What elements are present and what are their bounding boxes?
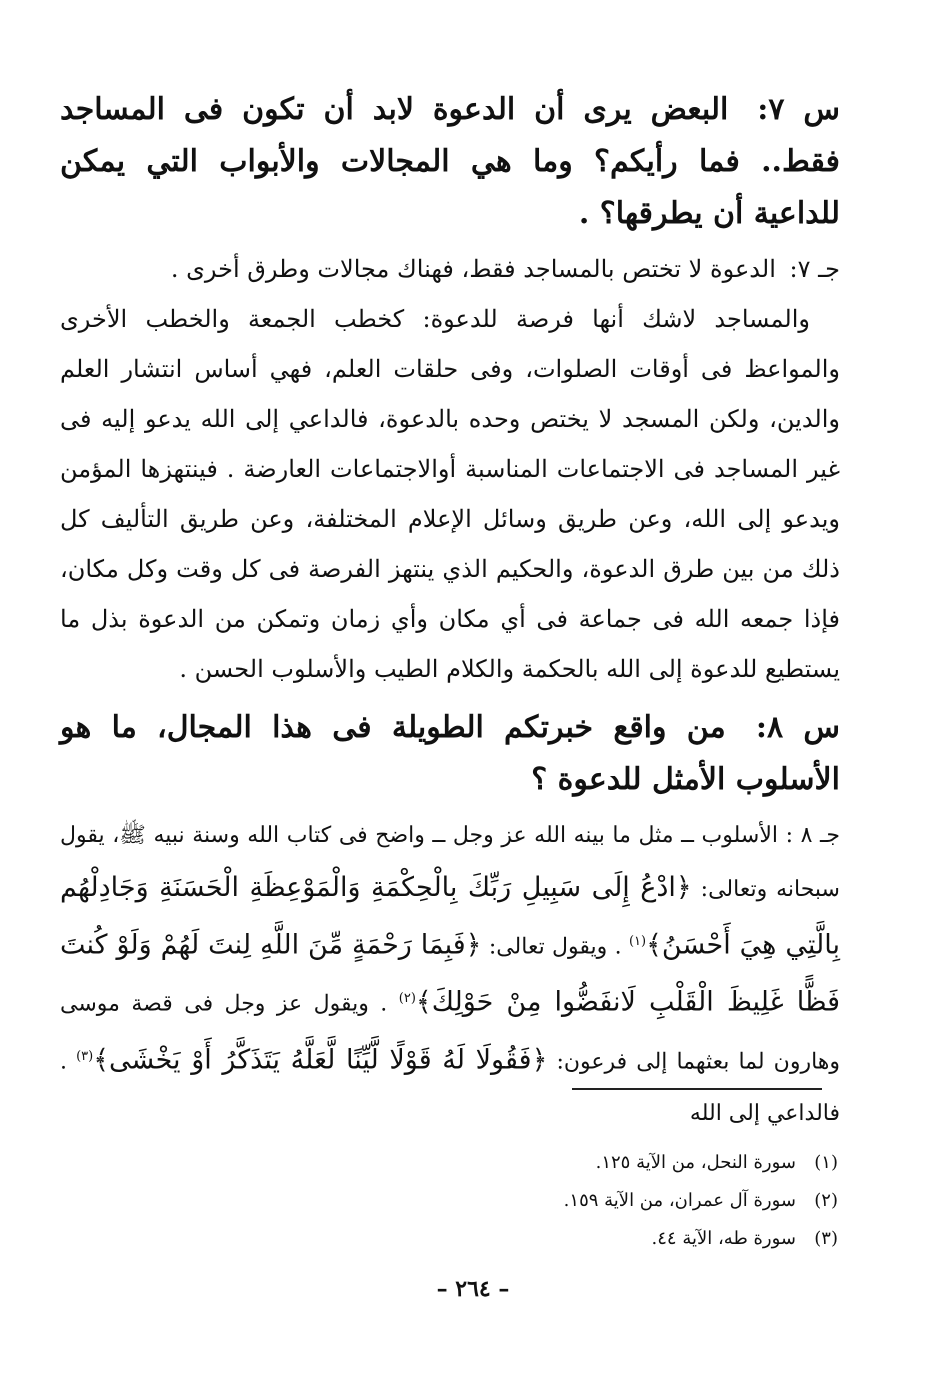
answer-8 bbox=[60, 810, 840, 1140]
verse-1: ﴿ادْعُ إِلَى سَبِيلِ رَبِّكَ بِالْحِكْمَةِ وَالْمَوْعِظَةِ الْحَسَنَةِ وَجَادِلْهُم بِالَّتِي هِيَ أَحْسَنُ﴾ bbox=[60, 872, 840, 961]
footnote-marker-3: (٣) bbox=[76, 1048, 94, 1064]
footnotes bbox=[564, 1148, 838, 1262]
question-7-label: س ٧: bbox=[757, 92, 840, 127]
page-body bbox=[60, 84, 840, 1140]
footnote-2-text: سورة آل عمران، من الآية ١٥٩. bbox=[563, 1190, 796, 1211]
answer-8-text-2: . ويقول تعالى: bbox=[488, 934, 622, 960]
footnote-3-text: سورة طه، الآية ٤٤. bbox=[651, 1228, 796, 1249]
question-8-label: س ٨: bbox=[755, 710, 841, 745]
footnote-separator bbox=[572, 1088, 822, 1090]
answer-8-text-4: . فالداعي إلى الله bbox=[60, 1048, 840, 1126]
footnote-3 bbox=[564, 1224, 838, 1262]
footnote-3-number: (٣) bbox=[814, 1228, 838, 1249]
footnote-1-number: (١) bbox=[814, 1152, 838, 1173]
answer-8-label: جـ ٨ : bbox=[785, 823, 841, 848]
verse-3: ﴿فَقُولَا لَهُ قَوْلًا لَّيِّنًا لَّعَلَّهُ يَتَذَكَّرُ أَوْ يَخْشَى﴾ bbox=[93, 1043, 548, 1075]
footnote-1 bbox=[564, 1148, 838, 1186]
answer-8-text-1: يقول سبحانه وتعالى: bbox=[60, 823, 840, 902]
verse-2: ﴿فَبِمَا رَحْمَةٍ مِّنَ اللَّهِ لِنتَ لَهُمْ وَلَوْ كُنتَ فَظًّا غَلِيظَ الْقَلْبِ لَانفَضُّوا مِنْ حَوْلِكَ﴾ bbox=[60, 929, 840, 1018]
answer-7-first-line bbox=[60, 244, 840, 294]
footnote-1-text: سورة النحل، من الآية ١٢٥. bbox=[595, 1152, 796, 1173]
honorific: ﷺ، bbox=[112, 823, 146, 848]
question-7 bbox=[60, 84, 840, 240]
footnote-2 bbox=[564, 1186, 838, 1224]
answer-7-paragraph: والمساجد لاشك أنها فرصة للدعوة: كخطب الجمعة والخطب الأخرى والمواعظ فى أوقات الصلوات، وفى حلقات العلم، فهي أساس انتشار العلم والدين، ولكن المسجد لا يختص وحده بالدعوة، فالداعي إلى الله يدعو إليه فى غير المساجد فى الاجتماعات المناسبة أوالاجتماعات العارضة . فينتهزها المؤمن ويدعو إلى الله، وعن طريق وسائل الإعلام المختلفة، وعن طريق التأليف كل ذلك من بين طرق الدعوة، والحكيم الذي ينتهز الفرصة فى كل وقت وكل مكان، فإذا جمعه الله فى جماعة فى أي مكان وأي زمان وتمكن من الدعوة بذل ما يستطيع للدعوة إلى الله بالحكمة والكلام الطيب والأسلوب الحسن . bbox=[60, 305, 840, 683]
question-7-text: البعض يرى أن الدعوة لابد أن تكون فى المساجد فقط.. فما رأيكم؟ وما هي المجالات والأبواب التي يمكن للداعية أن يطرقها؟ . bbox=[60, 92, 840, 231]
footnote-2-number: (٢) bbox=[814, 1190, 838, 1211]
answer-7-label: جـ ٧: bbox=[789, 255, 840, 283]
footnote-marker-1: (١) bbox=[628, 934, 647, 949]
page-number: – ٢٦٤ – bbox=[436, 1276, 510, 1302]
answer-8-text-3: . ويقول عز وجل فى قصة موسى وهارون لما بعثهما إلى فرعون: bbox=[60, 991, 840, 1074]
question-8-text: من واقع خبرتكم الطويلة فى هذا المجال، ما هو الأسلوب الأمثل للدعوة ؟ bbox=[60, 710, 840, 797]
footnote-marker-2: (٢) bbox=[398, 991, 416, 1007]
answer-7-line: الدعوة لا تختص بالمساجد فقط، فهناك مجالات وطرق أخرى . bbox=[170, 255, 776, 283]
question-8 bbox=[60, 702, 840, 806]
answer-8-intro: الأسلوب ــ مثل ما بينه الله عز وجل ــ واضح فى كتاب الله وسنة نبيه bbox=[153, 823, 779, 848]
